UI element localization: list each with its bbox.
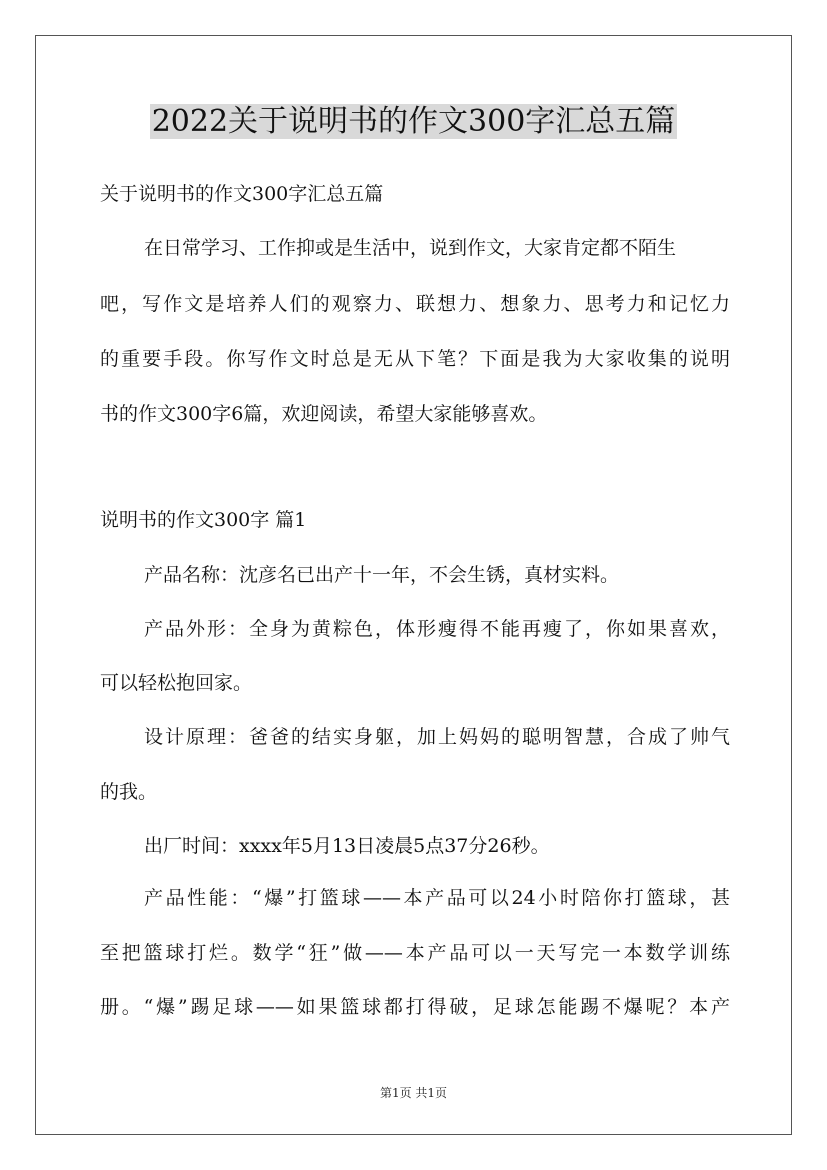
design-principle-line-2: 的我。 <box>100 781 158 803</box>
intro-line-3: 的重要手段。你写作文时总是无从下笔？下面是我为大家收集的说明 <box>100 348 730 370</box>
section-heading: 说明书的作文300字 篇1 <box>100 509 307 531</box>
design-principle-line-1: 设计原理：爸爸的结实身躯，加上妈妈的聪明智慧，合成了帅气 <box>144 726 730 748</box>
page-number-footer: 第1页 共1页 <box>379 1086 448 1100</box>
document-title: 2022关于说明书的作文300字汇总五篇 <box>151 104 676 139</box>
performance-line-3: 册。“爆”踢足球——如果篮球都打得破，足球怎能踢不爆呢？本产 <box>100 996 730 1018</box>
performance-line-1: 产品性能：“爆”打篮球——本产品可以24小时陪你打篮球，甚 <box>144 887 730 909</box>
intro-line-4: 书的作文300字6篇，欢迎阅读，希望大家能够喜欢。 <box>100 403 548 425</box>
subtitle: 关于说明书的作文300字汇总五篇 <box>100 183 384 205</box>
product-shape-line-2: 可以轻松抱回家。 <box>100 672 253 694</box>
manufacture-time-line: 出厂时间：xxxx年5月13日凌晨5点37分26秒。 <box>144 835 550 857</box>
intro-line-1: 在日常学习、工作抑或是生活中，说到作文，大家肯定都不陌生 <box>144 237 677 259</box>
performance-line-2: 至把篮球打烂。数学“狂”做——本产品可以一天写完一本数学训练 <box>100 942 730 964</box>
intro-line-2: 吧，写作文是培养人们的观察力、联想力、想象力、思考力和记忆力 <box>100 293 730 315</box>
product-name-line: 产品名称：沈彦名已出产十一年，不会生锈，真材实料。 <box>144 564 620 586</box>
product-shape-line-1: 产品外形：全身为黄粽色，体形瘦得不能再瘦了，你如果喜欢， <box>144 618 730 640</box>
